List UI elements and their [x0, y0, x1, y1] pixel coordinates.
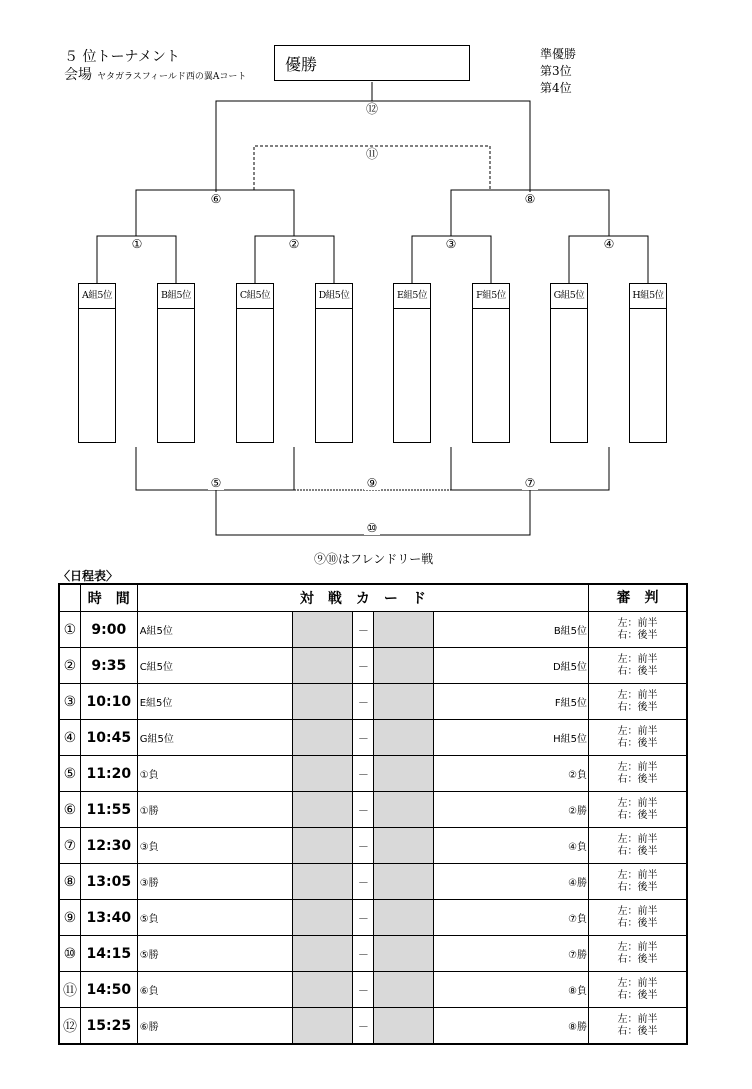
team-right: ⑧負: [434, 972, 589, 1008]
score-left: [293, 936, 353, 972]
score-left: [293, 756, 353, 792]
ref-left: 左：前半: [617, 617, 658, 629]
rank-third: 第3位: [540, 64, 572, 78]
header-time: 時 間: [80, 584, 137, 612]
match-no: ⑫: [59, 1008, 80, 1045]
score-left: [293, 1008, 353, 1045]
team-left: ⑤負: [137, 900, 293, 936]
team-right: ⑦勝: [434, 936, 589, 972]
table-row: [59, 756, 687, 792]
team-right: ②勝: [434, 792, 589, 828]
table-row: [59, 612, 687, 648]
ref-right: 右：後半: [617, 701, 658, 713]
team-right: D組5位: [434, 648, 589, 684]
venue-label: 会場: [64, 67, 92, 83]
score-right: [374, 792, 434, 828]
ref-right: 右：後半: [617, 845, 658, 857]
referee-cell: [589, 756, 687, 792]
score-left: [293, 828, 353, 864]
table-row: [59, 684, 687, 720]
match-no: ⑩: [59, 936, 80, 972]
team-left: ⑥負: [137, 972, 293, 1008]
match-time: 11:55: [80, 792, 137, 828]
team-left: ③負: [137, 828, 293, 864]
table-row: [59, 1008, 687, 1045]
score-dash: －: [353, 900, 374, 936]
rank-runner-up: 準優勝: [540, 47, 577, 61]
score-dash: －: [353, 828, 374, 864]
match-no: ②: [59, 648, 80, 684]
ref-left: 左：前半: [617, 833, 658, 845]
team-box-h: [629, 283, 667, 443]
score-dash: －: [353, 756, 374, 792]
score-left: [293, 900, 353, 936]
match-no: ⑥: [59, 792, 80, 828]
team-box-f: [472, 283, 510, 443]
rank-fourth: 第4位: [540, 81, 572, 95]
ref-right: 右：後半: [617, 881, 658, 893]
referee-cell: [589, 828, 687, 864]
ref-left: 左：前半: [617, 689, 658, 701]
ref-left: 左：前半: [617, 977, 658, 989]
match-number-11: ⑪: [365, 147, 378, 161]
team-left: E組5位: [137, 684, 293, 720]
venue-name: ヤタガラスフィールド西の翼Aコート: [97, 72, 247, 82]
score-dash: －: [353, 648, 374, 684]
score-right: [374, 864, 434, 900]
schedule-header-row: [59, 584, 687, 612]
referee-cell: [589, 900, 687, 936]
table-row: [59, 972, 687, 1008]
score-dash: －: [353, 684, 374, 720]
team-label: D組5位: [316, 284, 352, 309]
match-time: 9:35: [80, 648, 137, 684]
team-label: G組5位: [551, 284, 587, 309]
match-number-6: ⑥: [208, 192, 224, 206]
team-label: F組5位: [473, 284, 509, 309]
match-no: ⑤: [59, 756, 80, 792]
team-left: ⑤勝: [137, 936, 293, 972]
match-no: ⑪: [59, 972, 80, 1008]
score-right: [374, 720, 434, 756]
score-right: [374, 612, 434, 648]
score-right: [374, 684, 434, 720]
champion-label: 優勝: [285, 55, 318, 74]
match-no: ⑨: [59, 900, 80, 936]
team-left: C組5位: [137, 648, 293, 684]
ref-left: 左：前半: [617, 761, 658, 773]
referee-cell: [589, 792, 687, 828]
score-left: [293, 972, 353, 1008]
ref-left: 左：前半: [617, 869, 658, 881]
team-right: ⑧勝: [434, 1008, 589, 1045]
score-right: [374, 936, 434, 972]
score-left: [293, 720, 353, 756]
team-left: ③勝: [137, 864, 293, 900]
match-time: 12:30: [80, 828, 137, 864]
match-time: 13:05: [80, 864, 137, 900]
referee-cell: [589, 936, 687, 972]
score-left: [293, 792, 353, 828]
ref-left: 左：前半: [617, 1013, 658, 1025]
friendly-note: ⑨⑩はフレンドリー戦: [314, 552, 434, 566]
match-number-2: ②: [286, 237, 302, 251]
score-left: [293, 864, 353, 900]
score-left: [293, 612, 353, 648]
team-right: F組5位: [434, 684, 589, 720]
score-dash: －: [353, 936, 374, 972]
team-left: ⑥勝: [137, 1008, 293, 1045]
team-right: ②負: [434, 756, 589, 792]
team-box-d: [315, 283, 353, 443]
table-row: [59, 864, 687, 900]
ref-right: 右：後半: [617, 665, 658, 677]
schedule-table: [58, 583, 688, 1045]
match-number-8: ⑧: [522, 192, 538, 206]
match-time: 15:25: [80, 1008, 137, 1045]
score-dash: －: [353, 720, 374, 756]
team-box-g: [550, 283, 588, 443]
team-right: H組5位: [434, 720, 589, 756]
score-left: [293, 684, 353, 720]
header-no: [59, 584, 80, 612]
match-time: 11:20: [80, 756, 137, 792]
team-label: H組5位: [630, 284, 666, 309]
header-card: 対 戦 カ ー ド: [137, 584, 588, 612]
team-left: ①負: [137, 756, 293, 792]
team-right: ⑦負: [434, 900, 589, 936]
table-row: [59, 900, 687, 936]
match-number-12: ⑫: [365, 102, 378, 116]
score-right: [374, 900, 434, 936]
table-row: [59, 936, 687, 972]
ref-right: 右：後半: [617, 953, 658, 965]
ref-left: 左：前半: [617, 653, 658, 665]
match-no: ⑦: [59, 828, 80, 864]
team-left: A組5位: [137, 612, 293, 648]
team-left: G組5位: [137, 720, 293, 756]
match-time: 14:50: [80, 972, 137, 1008]
referee-cell: [589, 648, 687, 684]
match-time: 13:40: [80, 900, 137, 936]
ref-left: 左：前半: [617, 725, 658, 737]
score-right: [374, 756, 434, 792]
match-time: 9:00: [80, 612, 137, 648]
score-dash: －: [353, 864, 374, 900]
ref-left: 左：前半: [617, 905, 658, 917]
ref-right: 右：後半: [617, 809, 658, 821]
match-no: ⑧: [59, 864, 80, 900]
score-dash: －: [353, 972, 374, 1008]
match-no: ①: [59, 612, 80, 648]
table-row: [59, 720, 687, 756]
schedule-body: [59, 612, 687, 1045]
score-right: [374, 1008, 434, 1045]
team-right: ④勝: [434, 864, 589, 900]
team-box-c: [236, 283, 274, 443]
header-referee: 審 判: [589, 584, 687, 612]
match-number-9: ⑨: [364, 476, 380, 490]
team-label: E組5位: [394, 284, 430, 309]
referee-cell: [589, 720, 687, 756]
table-row: [59, 792, 687, 828]
team-box-a: [78, 283, 116, 443]
match-number-1: ①: [129, 237, 145, 251]
referee-cell: [589, 972, 687, 1008]
ref-right: 右：後半: [617, 629, 658, 641]
score-left: [293, 648, 353, 684]
team-label: C組5位: [237, 284, 273, 309]
ref-right: 右：後半: [617, 737, 658, 749]
referee-cell: [589, 864, 687, 900]
ref-right: 右：後半: [617, 773, 658, 785]
score-dash: －: [353, 1008, 374, 1045]
match-number-7: ⑦: [522, 476, 538, 490]
table-row: [59, 648, 687, 684]
ref-right: 右：後半: [617, 917, 658, 929]
score-dash: －: [353, 792, 374, 828]
match-time: 10:10: [80, 684, 137, 720]
referee-cell: [589, 684, 687, 720]
ref-left: 左：前半: [617, 941, 658, 953]
match-time: 14:15: [80, 936, 137, 972]
match-number-5: ⑤: [208, 476, 224, 490]
referee-cell: [589, 1008, 687, 1045]
team-label: B組5位: [158, 284, 194, 309]
table-row: [59, 828, 687, 864]
score-right: [374, 972, 434, 1008]
page-title: ５ 位トーナメント: [64, 49, 180, 65]
score-right: [374, 828, 434, 864]
match-number-4: ④: [601, 237, 617, 251]
ref-left: 左：前半: [617, 797, 658, 809]
referee-cell: [589, 612, 687, 648]
match-time: 10:45: [80, 720, 137, 756]
match-no: ④: [59, 720, 80, 756]
team-right: B組5位: [434, 612, 589, 648]
match-no: ③: [59, 684, 80, 720]
team-box-e: [393, 283, 431, 443]
score-right: [374, 648, 434, 684]
score-dash: －: [353, 612, 374, 648]
match-number-10: ⑩: [364, 521, 380, 535]
team-label: A組5位: [79, 284, 115, 309]
schedule-label: 〈日程表〉: [58, 569, 119, 583]
team-left: ①勝: [137, 792, 293, 828]
ref-right: 右：後半: [617, 989, 658, 1001]
team-box-b: [157, 283, 195, 443]
match-number-3: ③: [443, 237, 459, 251]
ref-right: 右：後半: [617, 1025, 658, 1037]
team-right: ④負: [434, 828, 589, 864]
